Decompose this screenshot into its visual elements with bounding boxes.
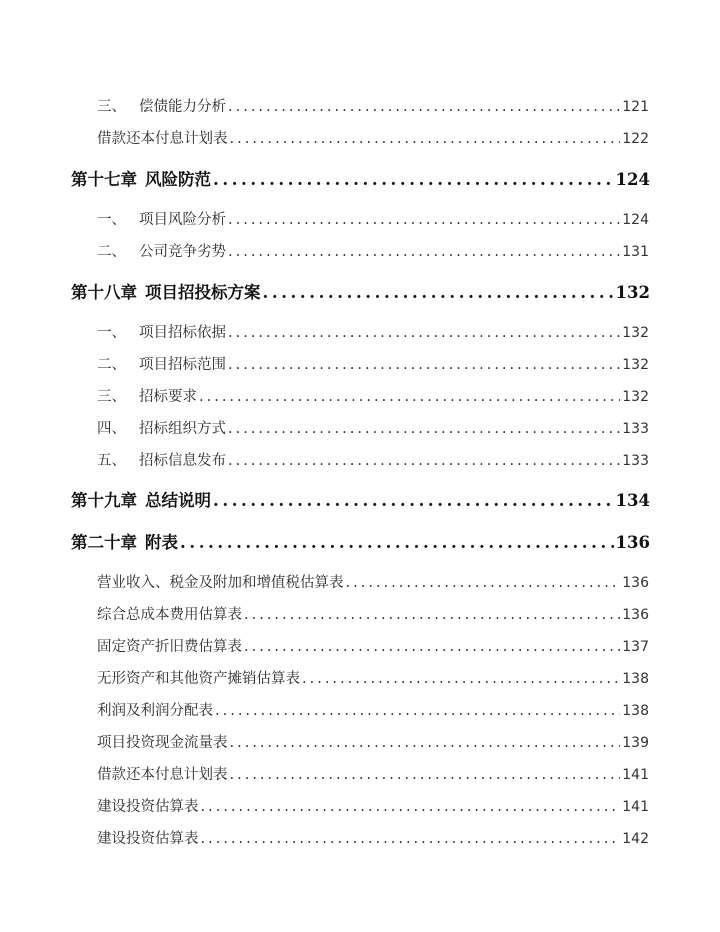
- section-number: 五、: [97, 453, 126, 469]
- section-title: 招标信息发布: [139, 453, 226, 469]
- section-title: 无形资产和其他资产摊销估算表: [97, 671, 300, 687]
- section-title: 公司竞争劣势: [139, 244, 226, 260]
- dot-leader: [244, 639, 620, 655]
- dot-leader: [346, 575, 621, 591]
- dot-leader: [199, 389, 620, 405]
- page-number: 122: [622, 131, 649, 147]
- section-title: 利润及利润分配表: [97, 703, 213, 719]
- toc-entry[interactable]: [97, 571, 649, 592]
- toc-entry[interactable]: [97, 321, 649, 342]
- dot-leader: [215, 703, 620, 719]
- page-number: 138: [622, 671, 649, 687]
- chapter-name: 项目招投标方案: [145, 283, 261, 302]
- section-title: 项目招标依据: [139, 325, 226, 341]
- section-title: 营业收入、税金及附加和增值税估算表: [97, 575, 344, 591]
- toc-entry[interactable]: [97, 635, 649, 656]
- toc-entry[interactable]: [97, 827, 649, 848]
- dot-leader: [302, 671, 620, 687]
- toc-entry[interactable]: [97, 763, 649, 784]
- dot-leader: [228, 99, 620, 115]
- dot-leader: [228, 325, 620, 341]
- page-number: 139: [622, 735, 649, 751]
- dot-leader: [201, 831, 621, 847]
- page-number: 132: [622, 325, 649, 341]
- toc-entry[interactable]: [97, 603, 649, 624]
- dot-leader: [213, 170, 614, 189]
- page-number: 141: [622, 767, 649, 783]
- page-number: 132: [622, 357, 649, 373]
- dot-leader: [180, 533, 614, 552]
- dot-leader: [230, 131, 621, 147]
- dot-leader: [228, 244, 620, 260]
- toc-entry[interactable]: [97, 240, 649, 261]
- section-number: 四、: [97, 421, 126, 437]
- page-number: 132: [622, 389, 649, 405]
- page-number: 124: [622, 212, 649, 228]
- toc-chapter-entry[interactable]: [71, 529, 650, 553]
- section-title: 综合总成本费用估算表: [97, 607, 242, 623]
- section-title: 项目招标范围: [139, 357, 226, 373]
- toc-entry[interactable]: [97, 385, 649, 406]
- toc-entry[interactable]: [97, 699, 649, 720]
- toc-chapter-entry[interactable]: [71, 279, 650, 303]
- section-number: 二、: [97, 357, 126, 373]
- dot-leader: [230, 735, 621, 751]
- page-number: 134: [615, 491, 650, 510]
- toc-entry[interactable]: [97, 417, 649, 438]
- chapter-name: 附表: [145, 533, 178, 552]
- dot-leader: [228, 421, 620, 437]
- page-number: 136: [615, 533, 650, 552]
- toc-entry[interactable]: [97, 208, 649, 229]
- page-number: 137: [622, 639, 649, 655]
- chapter-number: 第十九章: [71, 491, 137, 510]
- toc-entry[interactable]: [97, 353, 649, 374]
- section-title: 固定资产折旧费估算表: [97, 639, 242, 655]
- chapter-title: [71, 279, 261, 303]
- dot-leader: [213, 491, 614, 510]
- chapter-title: [71, 529, 178, 553]
- page-number: 121: [622, 99, 649, 115]
- toc-entry[interactable]: [97, 95, 649, 116]
- section-title: 借款还本付息计划表: [97, 767, 228, 783]
- section-number: 三、: [97, 389, 126, 405]
- toc-chapter-entry[interactable]: [71, 166, 650, 190]
- section-title: 招标组织方式: [139, 421, 226, 437]
- dot-leader: [263, 283, 614, 302]
- toc-entry[interactable]: [97, 667, 649, 688]
- chapter-name: 总结说明: [145, 491, 211, 510]
- page-number: 138: [622, 703, 649, 719]
- section-title: 偿债能力分析: [139, 99, 226, 115]
- section-title: 项目风险分析: [139, 212, 226, 228]
- dot-leader: [230, 767, 621, 783]
- toc-entry[interactable]: [97, 731, 649, 752]
- chapter-number: 第十七章: [71, 170, 137, 189]
- section-number: 一、: [97, 325, 126, 341]
- toc-entry[interactable]: [97, 795, 649, 816]
- chapter-number: 第二十章: [71, 533, 137, 552]
- section-title: 项目投资现金流量表: [97, 735, 228, 751]
- dot-leader: [201, 799, 621, 815]
- page-number: 136: [622, 575, 649, 591]
- page-number: 132: [615, 283, 650, 302]
- chapter-title: [71, 166, 211, 190]
- page-number: 133: [622, 453, 649, 469]
- dot-leader: [228, 357, 620, 373]
- toc-entry[interactable]: [97, 449, 649, 470]
- section-number: 一、: [97, 212, 126, 228]
- chapter-title: [71, 487, 211, 511]
- toc-entry[interactable]: [97, 127, 649, 148]
- section-number: 三、: [97, 99, 126, 115]
- section-title: 建设投资估算表: [97, 831, 199, 847]
- chapter-name: 风险防范: [145, 170, 211, 189]
- chapter-number: 第十八章: [71, 283, 137, 302]
- page-number: 131: [622, 244, 649, 260]
- section-title: 借款还本付息计划表: [97, 131, 228, 147]
- page-number: 133: [622, 421, 649, 437]
- page-number: 141: [622, 799, 649, 815]
- section-number: 二、: [97, 244, 126, 260]
- page-number: 136: [622, 607, 649, 623]
- dot-leader: [244, 607, 620, 623]
- section-title: 招标要求: [139, 389, 197, 405]
- dot-leader: [228, 212, 620, 228]
- page-number: 124: [615, 170, 650, 189]
- page-number: 142: [622, 831, 649, 847]
- toc-chapter-entry[interactable]: [71, 487, 650, 511]
- section-title: 建设投资估算表: [97, 799, 199, 815]
- dot-leader: [228, 453, 620, 469]
